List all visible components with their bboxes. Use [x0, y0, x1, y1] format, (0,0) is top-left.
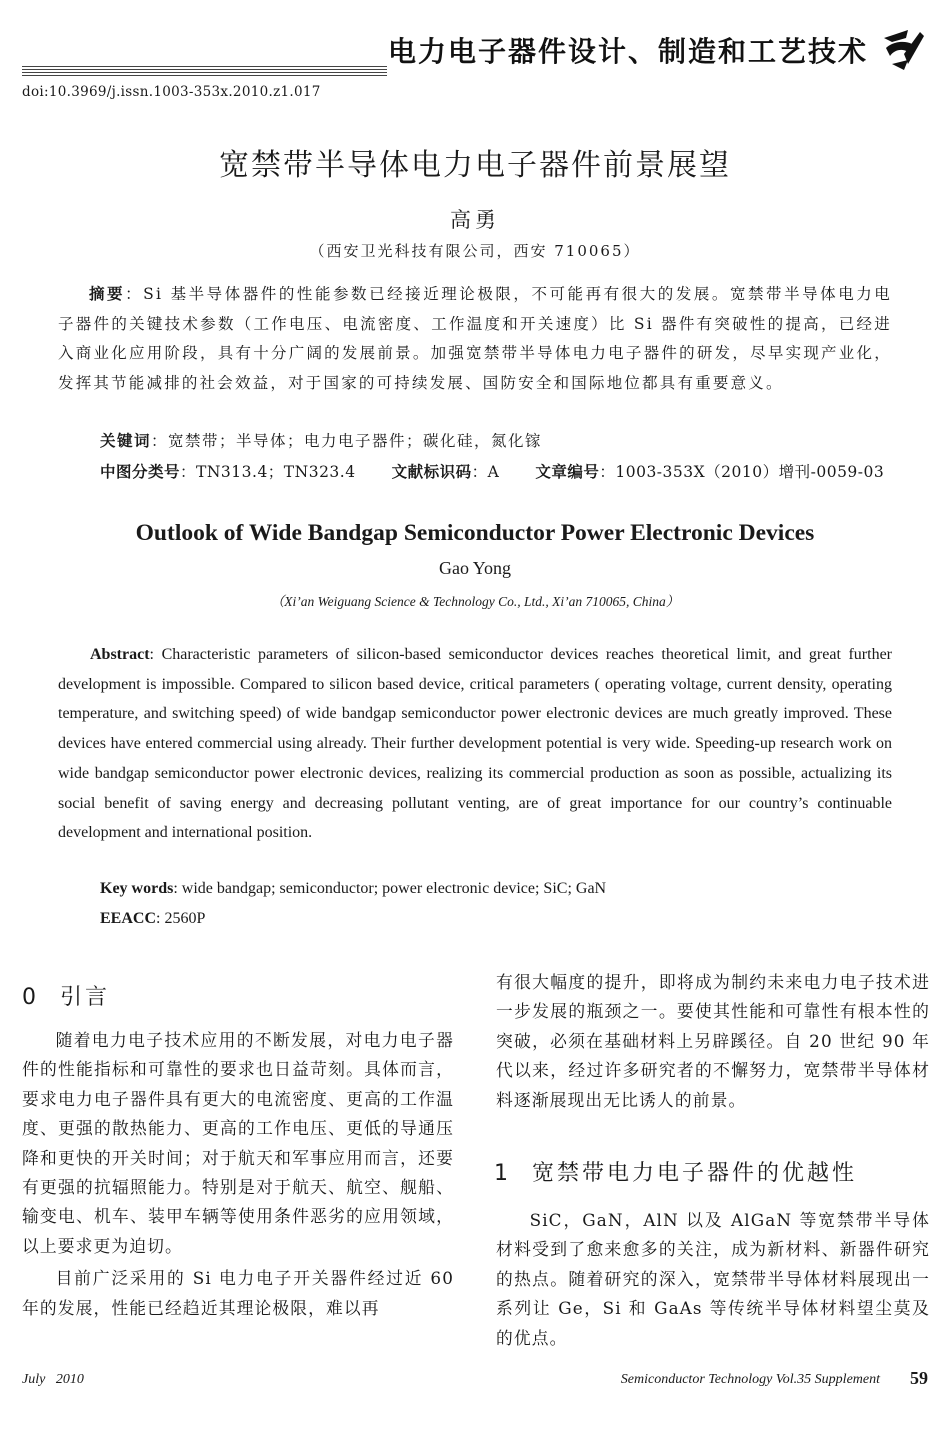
section-1-number: 1 — [494, 1161, 511, 1186]
header-rule — [22, 66, 387, 78]
abstract-en — [58, 640, 892, 848]
abstract-zh — [58, 280, 892, 398]
doc-code-label: 文献标识码 — [391, 463, 472, 481]
clc-sep: ： — [180, 463, 197, 481]
keywords-zh-sep: ： — [151, 432, 169, 450]
paper-title-en: Outlook of Wide Bandgap Semiconductor Power Electronic Devices — [135, 520, 815, 546]
keywords-zh-label: 关键词 — [100, 432, 152, 450]
section-1-heading — [494, 1156, 857, 1187]
abstract-en-sep: : — [149, 646, 162, 663]
section-0-para-1: 随着电力电子技术应用的不断发展，对电力电子器件的性能指标和可靠性的要求也日益苛刻。具体而言，要求电力电子器件具有更大的电流密度、更高的工作温度、更强的散热能力、更高的工作电压、更低的导通压降和更快的开关时间；对于航天和军事应用而言，还要有更强的抗辐照能力。特别是对于航天、航空、舰船、输变电、机车、装甲车辆等使用条件恶劣的应用领域，以上要求更为迫切。 — [22, 1030, 454, 1256]
keywords-en — [100, 880, 606, 898]
doc-code-sep: ： — [471, 463, 488, 481]
page-number: 59 — [910, 1368, 928, 1388]
eeacc-sep: : — [156, 910, 165, 927]
logo-icon — [878, 24, 928, 74]
section-0-number: 0 — [22, 985, 39, 1010]
keywords-zh — [100, 429, 542, 451]
footer-date: July 2010 — [22, 1372, 84, 1387]
affiliation-zh: （西安卫光科技有限公司，西安 710065） — [309, 242, 641, 260]
left-column — [22, 1026, 454, 1323]
eeacc-value: 2560P — [164, 910, 206, 927]
clc-label: 中图分类号 — [100, 463, 181, 481]
keywords-en-sep: : — [173, 880, 182, 897]
abstract-zh-sep: ： — [125, 285, 144, 303]
right-column-continuation: 有很大幅度的提升，即将成为制约未来电力电子技术进一步发展的瓶颈之一。要使其性能和可靠性有根本性的突破，必须在基础材料上另辟蹊径。自 20 世纪 90 年代以来，经过许多研究者的不懈努力，宽禁带半导体材料逐渐展现出无比诱人的前景。 — [496, 972, 930, 1110]
section-0-para-2: 目前广泛采用的 Si 电力电子开关器件经过近 60 年的发展，性能已经趋近其理论极限，难以再 — [22, 1268, 454, 1318]
author-en: Gao Yong — [438, 558, 512, 578]
classification-row — [100, 460, 884, 482]
keywords-en-label: Key words — [100, 880, 174, 897]
abstract-en-label: Abstract — [90, 646, 150, 663]
section-0-heading — [22, 980, 110, 1011]
article-no-value: 1003-353X（2010）增刊-0059-03 — [615, 463, 885, 481]
keywords-en-text: wide bandgap; semiconductor; power electronic device; SiC; GaN — [181, 880, 607, 897]
paper-title-zh: 宽禁带半导体电力电子器件前景展望 — [219, 148, 731, 183]
section-1-para-1: SiC，GaN，AlN 以及 AlGaN 等宽禁带半导体材料受到了愈来愈多的关注，成为新材料、新器件研究的热点。随着研究的深入，宽禁带半导体材料展现出一系列让 Ge，Si 和 GaAs 等传统半导体材料望尘莫及的优点。 — [496, 1210, 930, 1348]
abstract-zh-label: 摘要 — [89, 285, 126, 303]
article-no-label: 文章编号 — [535, 463, 600, 481]
doi: doi:10.3969/j.issn.1003-353x.2010.z1.017 — [22, 84, 321, 100]
article-no-sep: ： — [599, 463, 616, 481]
author-zh: 高勇 — [450, 208, 500, 232]
doc-code-value: A — [487, 463, 500, 481]
keywords-zh-text: 宽禁带；半导体；电力电子器件；碳化硅，氮化镓 — [168, 432, 543, 450]
abstract-en-text: Characteristic parameters of silicon-based semiconductor devices reaches theoretical limit, and great further development is impossible. Compared to silicon based device, critical parameters ( operating voltage, current density, operating temperature, and switching speed) of wide bandgap semiconductor power electronic devices are much greatly improved. These devices have entered commercial using already. Their further development potential is very wide. Speeding-up research work on wide bandgap semiconductor power electronic devices, realizing its commercial production as soon as possible, actualizing its social benefit of saving energy and decreasing pollutant venting, are of great importance for our country’s continuable development and international position. — [58, 646, 892, 842]
section-0-title: 引言 — [60, 985, 111, 1010]
footer-journal: Semiconductor Technology Vol.35 Supplement — [620, 1372, 880, 1387]
section-1-title: 宽禁带电力电子器件的优越性 — [532, 1161, 858, 1186]
eeacc — [100, 910, 205, 928]
clc-value: TN313.4；TN323.4 — [196, 463, 356, 481]
eeacc-label: EEACC — [100, 910, 157, 927]
affiliation-en: （Xi’an Weiguang Science & Technology Co., Ltd., Xi’an 710065, China） — [270, 594, 680, 609]
abstract-zh-text: Si 基半导体器件的性能参数已经接近理论极限，不可能再有很大的发展。宽禁带半导体电力电子器件的关键技术参数（工作电压、电流密度、工作温度和开关速度）比 Si 器件有突破性的提高，已经进入商业化应用阶段，具有十分广阔的发展前景。加强宽禁带半导体电力电子器件的研发，尽早实现产业化，发挥其节能减排的社会效益，对于国家的可持续发展、国防安全和国际地位都具有重要意义。 — [58, 285, 892, 392]
section-header-title: 电力电子器件设计、制造和工艺技术 — [387, 35, 868, 68]
